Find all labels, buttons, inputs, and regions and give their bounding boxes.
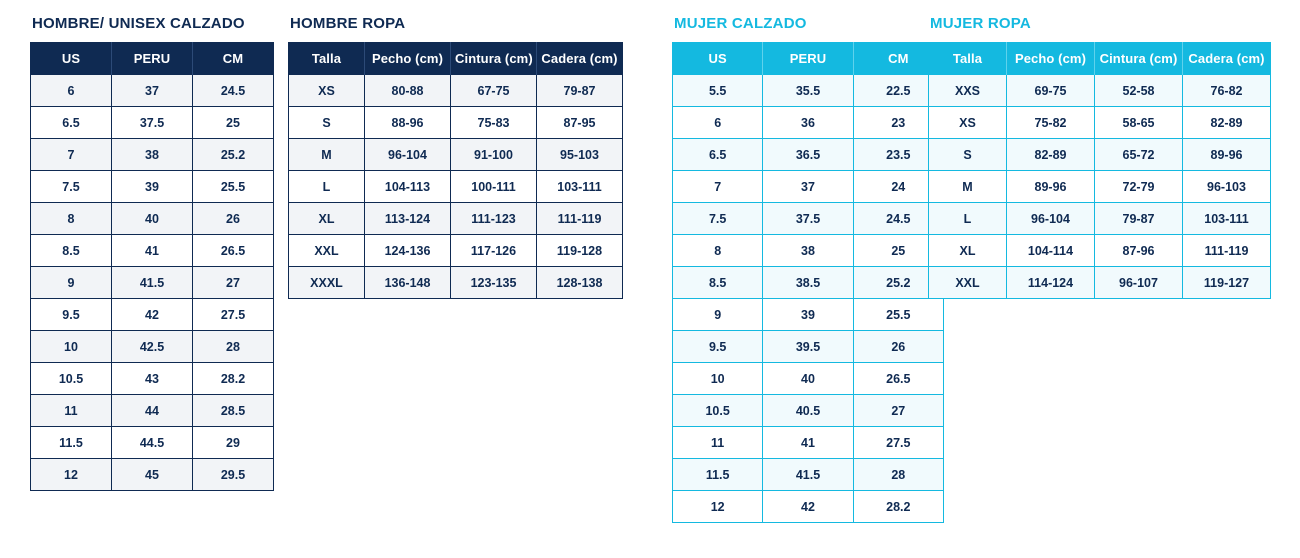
table-row bbox=[289, 171, 623, 203]
table-row bbox=[673, 427, 944, 459]
table-row bbox=[289, 203, 623, 235]
women-shoes-block bbox=[672, 15, 944, 523]
table-cell: 69-75 bbox=[1007, 75, 1095, 107]
table-cell: 27 bbox=[193, 267, 274, 299]
table-cell: 25 bbox=[853, 235, 943, 267]
women-shoes-title: MUJER CALZADO bbox=[674, 15, 807, 32]
table-cell: XS bbox=[929, 107, 1007, 139]
table-cell: 6 bbox=[31, 75, 112, 107]
table-cell: 76-82 bbox=[1183, 75, 1271, 107]
table-cell: 96-103 bbox=[1183, 171, 1271, 203]
table-cell: 5.5 bbox=[673, 75, 763, 107]
table-cell: 88-96 bbox=[365, 107, 451, 139]
column-header-cadera: Cadera (cm) bbox=[537, 43, 623, 75]
table-cell: 25 bbox=[193, 107, 274, 139]
table-cell: 39.5 bbox=[763, 331, 853, 363]
table-cell: 72-79 bbox=[1095, 171, 1183, 203]
table-cell: XXL bbox=[929, 267, 1007, 299]
men-clothing-body bbox=[289, 75, 623, 299]
men-clothing-block bbox=[288, 15, 623, 299]
table-cell: 36.5 bbox=[763, 139, 853, 171]
table-row bbox=[673, 299, 944, 331]
table-cell: 89-96 bbox=[1183, 139, 1271, 171]
table-cell: XXXL bbox=[289, 267, 365, 299]
table-cell: 111-123 bbox=[451, 203, 537, 235]
table-cell: 38.5 bbox=[763, 267, 853, 299]
table-cell: 39 bbox=[112, 171, 193, 203]
men-unisex-shoes-block bbox=[30, 15, 274, 491]
table-cell: 7.5 bbox=[31, 171, 112, 203]
table-cell: 65-72 bbox=[1095, 139, 1183, 171]
table-cell: 40 bbox=[763, 363, 853, 395]
table-row bbox=[929, 235, 1271, 267]
men-unisex-shoes-table bbox=[30, 42, 274, 491]
column-header-cm: CM bbox=[193, 43, 274, 75]
table-cell: XXL bbox=[289, 235, 365, 267]
table-row bbox=[31, 171, 274, 203]
table-cell: 35.5 bbox=[763, 75, 853, 107]
table-cell: 26.5 bbox=[853, 363, 943, 395]
table-cell: 23 bbox=[853, 107, 943, 139]
table-cell: 10 bbox=[673, 363, 763, 395]
table-cell: 82-89 bbox=[1183, 107, 1271, 139]
table-row bbox=[673, 139, 944, 171]
table-cell: 42 bbox=[112, 299, 193, 331]
women-shoes-table bbox=[672, 42, 944, 523]
table-cell: 80-88 bbox=[365, 75, 451, 107]
table-cell: 103-111 bbox=[1183, 203, 1271, 235]
table-row bbox=[929, 171, 1271, 203]
table-cell: 8.5 bbox=[673, 267, 763, 299]
table-cell: 96-107 bbox=[1095, 267, 1183, 299]
table-row bbox=[289, 235, 623, 267]
table-row bbox=[673, 491, 944, 523]
table-cell: 38 bbox=[763, 235, 853, 267]
table-cell: 37.5 bbox=[112, 107, 193, 139]
column-header-cm: CM bbox=[853, 43, 943, 75]
column-header-talla: Talla bbox=[289, 43, 365, 75]
table-cell: 10.5 bbox=[31, 363, 112, 395]
table-cell: 29 bbox=[193, 427, 274, 459]
table-cell: 9 bbox=[673, 299, 763, 331]
table-cell: 117-126 bbox=[451, 235, 537, 267]
table-cell: 42.5 bbox=[112, 331, 193, 363]
table-cell: S bbox=[289, 107, 365, 139]
table-cell: 6.5 bbox=[673, 139, 763, 171]
table-cell: 39 bbox=[763, 299, 853, 331]
table-cell: 87-96 bbox=[1095, 235, 1183, 267]
table-cell: 128-138 bbox=[537, 267, 623, 299]
men-clothing-title: HOMBRE ROPA bbox=[290, 15, 406, 32]
table-header-row bbox=[673, 43, 944, 75]
women-clothing-title: MUJER ROPA bbox=[930, 15, 1031, 32]
table-cell: 75-82 bbox=[1007, 107, 1095, 139]
table-cell: 11 bbox=[673, 427, 763, 459]
column-header-us: US bbox=[673, 43, 763, 75]
table-cell: 58-65 bbox=[1095, 107, 1183, 139]
table-row bbox=[31, 203, 274, 235]
table-row bbox=[929, 75, 1271, 107]
table-cell: 82-89 bbox=[1007, 139, 1095, 171]
table-cell: 42 bbox=[763, 491, 853, 523]
table-row bbox=[31, 267, 274, 299]
table-cell: 37.5 bbox=[763, 203, 853, 235]
table-row bbox=[673, 171, 944, 203]
table-cell: L bbox=[929, 203, 1007, 235]
table-cell: M bbox=[289, 139, 365, 171]
women-clothing-block bbox=[928, 15, 1271, 299]
table-row bbox=[673, 75, 944, 107]
table-cell: 27.5 bbox=[193, 299, 274, 331]
table-cell: 8 bbox=[673, 235, 763, 267]
table-cell: L bbox=[289, 171, 365, 203]
table-cell: 111-119 bbox=[537, 203, 623, 235]
table-cell: 136-148 bbox=[365, 267, 451, 299]
column-header-cadera: Cadera (cm) bbox=[1183, 43, 1271, 75]
table-row bbox=[673, 203, 944, 235]
table-row bbox=[289, 107, 623, 139]
table-cell: 27 bbox=[853, 395, 943, 427]
table-cell: 119-127 bbox=[1183, 267, 1271, 299]
table-row bbox=[31, 299, 274, 331]
table-cell: 7 bbox=[31, 139, 112, 171]
table-cell: 119-128 bbox=[537, 235, 623, 267]
table-cell: 25.2 bbox=[193, 139, 274, 171]
table-cell: 11.5 bbox=[31, 427, 112, 459]
table-row bbox=[31, 459, 274, 491]
table-row bbox=[289, 75, 623, 107]
table-cell: 79-87 bbox=[537, 75, 623, 107]
women-clothing-body bbox=[929, 75, 1271, 299]
table-cell: 103-111 bbox=[537, 171, 623, 203]
table-cell: 114-124 bbox=[1007, 267, 1095, 299]
table-cell: 9 bbox=[31, 267, 112, 299]
column-header-pecho: Pecho (cm) bbox=[1007, 43, 1095, 75]
table-cell: 24.5 bbox=[193, 75, 274, 107]
table-row bbox=[673, 363, 944, 395]
table-cell: 43 bbox=[112, 363, 193, 395]
table-cell: 124-136 bbox=[365, 235, 451, 267]
men-unisex-shoes-body bbox=[31, 75, 274, 491]
table-cell: 8 bbox=[31, 203, 112, 235]
table-row bbox=[673, 267, 944, 299]
table-cell: 38 bbox=[112, 139, 193, 171]
table-cell: 41.5 bbox=[763, 459, 853, 491]
table-cell: 8.5 bbox=[31, 235, 112, 267]
table-row bbox=[31, 395, 274, 427]
table-cell: XXS bbox=[929, 75, 1007, 107]
table-cell: 37 bbox=[763, 171, 853, 203]
table-cell: 11 bbox=[31, 395, 112, 427]
table-cell: 79-87 bbox=[1095, 203, 1183, 235]
table-row bbox=[929, 203, 1271, 235]
table-cell: 75-83 bbox=[451, 107, 537, 139]
table-row bbox=[929, 139, 1271, 171]
table-header-row bbox=[31, 43, 274, 75]
table-cell: 40.5 bbox=[763, 395, 853, 427]
column-header-pecho: Pecho (cm) bbox=[365, 43, 451, 75]
table-cell: 104-114 bbox=[1007, 235, 1095, 267]
table-cell: 41 bbox=[112, 235, 193, 267]
column-header-cintura: Cintura (cm) bbox=[451, 43, 537, 75]
table-cell: 6.5 bbox=[31, 107, 112, 139]
table-row bbox=[31, 107, 274, 139]
table-cell: 12 bbox=[673, 491, 763, 523]
table-cell: 28.2 bbox=[193, 363, 274, 395]
table-row bbox=[31, 139, 274, 171]
table-cell: 96-104 bbox=[365, 139, 451, 171]
table-cell: 123-135 bbox=[451, 267, 537, 299]
table-cell: 45 bbox=[112, 459, 193, 491]
table-row bbox=[289, 139, 623, 171]
table-cell: 7.5 bbox=[673, 203, 763, 235]
table-row bbox=[929, 107, 1271, 139]
women-shoes-body bbox=[673, 75, 944, 523]
table-cell: 12 bbox=[31, 459, 112, 491]
table-cell: 6 bbox=[673, 107, 763, 139]
column-header-peru: PERU bbox=[112, 43, 193, 75]
table-cell: 37 bbox=[112, 75, 193, 107]
table-cell: 96-104 bbox=[1007, 203, 1095, 235]
table-header-row bbox=[929, 43, 1271, 75]
table-cell: 25.5 bbox=[193, 171, 274, 203]
table-cell: 10.5 bbox=[673, 395, 763, 427]
table-row bbox=[31, 235, 274, 267]
men-unisex-shoes-title: HOMBRE/ UNISEX CALZADO bbox=[32, 15, 245, 32]
table-header-row bbox=[289, 43, 623, 75]
table-cell: 7 bbox=[673, 171, 763, 203]
men-clothing-table bbox=[288, 42, 623, 299]
table-row bbox=[673, 235, 944, 267]
table-cell: 89-96 bbox=[1007, 171, 1095, 203]
table-cell: 41 bbox=[763, 427, 853, 459]
table-cell: 67-75 bbox=[451, 75, 537, 107]
table-row bbox=[673, 459, 944, 491]
table-cell: XL bbox=[929, 235, 1007, 267]
table-cell: 28.5 bbox=[193, 395, 274, 427]
column-header-us: US bbox=[31, 43, 112, 75]
table-cell: 87-95 bbox=[537, 107, 623, 139]
table-cell: M bbox=[929, 171, 1007, 203]
table-cell: 111-119 bbox=[1183, 235, 1271, 267]
table-cell: 26 bbox=[853, 331, 943, 363]
table-cell: 28.2 bbox=[853, 491, 943, 523]
table-cell: 24 bbox=[853, 171, 943, 203]
table-cell: 28 bbox=[853, 459, 943, 491]
table-cell: 28 bbox=[193, 331, 274, 363]
table-cell: 29.5 bbox=[193, 459, 274, 491]
table-cell: 100-111 bbox=[451, 171, 537, 203]
table-cell: 26.5 bbox=[193, 235, 274, 267]
table-cell: 26 bbox=[193, 203, 274, 235]
table-cell: S bbox=[929, 139, 1007, 171]
table-row bbox=[673, 107, 944, 139]
table-row bbox=[929, 267, 1271, 299]
table-cell: 25.5 bbox=[853, 299, 943, 331]
table-cell: 9.5 bbox=[673, 331, 763, 363]
table-cell: 36 bbox=[763, 107, 853, 139]
column-header-peru: PERU bbox=[763, 43, 853, 75]
table-row bbox=[673, 395, 944, 427]
column-header-cintura: Cintura (cm) bbox=[1095, 43, 1183, 75]
table-cell: 41.5 bbox=[112, 267, 193, 299]
table-row bbox=[31, 363, 274, 395]
table-cell: XS bbox=[289, 75, 365, 107]
table-row bbox=[31, 331, 274, 363]
table-cell: 91-100 bbox=[451, 139, 537, 171]
table-row bbox=[31, 75, 274, 107]
table-cell: XL bbox=[289, 203, 365, 235]
table-cell: 44.5 bbox=[112, 427, 193, 459]
table-cell: 22.5 bbox=[853, 75, 943, 107]
table-cell: 104-113 bbox=[365, 171, 451, 203]
table-cell: 27.5 bbox=[853, 427, 943, 459]
table-cell: 23.5 bbox=[853, 139, 943, 171]
table-row bbox=[673, 331, 944, 363]
table-cell: 40 bbox=[112, 203, 193, 235]
table-cell: 24.5 bbox=[853, 203, 943, 235]
table-cell: 10 bbox=[31, 331, 112, 363]
table-row bbox=[31, 427, 274, 459]
column-header-talla: Talla bbox=[929, 43, 1007, 75]
women-clothing-table bbox=[928, 42, 1271, 299]
table-cell: 113-124 bbox=[365, 203, 451, 235]
table-cell: 52-58 bbox=[1095, 75, 1183, 107]
table-row bbox=[289, 267, 623, 299]
table-cell: 11.5 bbox=[673, 459, 763, 491]
table-cell: 44 bbox=[112, 395, 193, 427]
table-cell: 95-103 bbox=[537, 139, 623, 171]
table-cell: 9.5 bbox=[31, 299, 112, 331]
table-cell: 25.2 bbox=[853, 267, 943, 299]
